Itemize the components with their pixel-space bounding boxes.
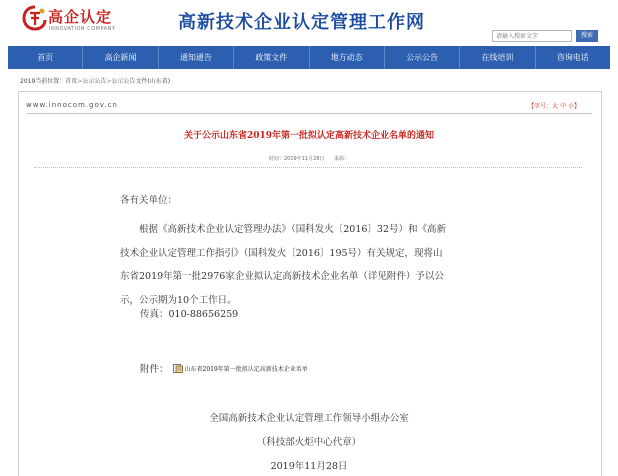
main-nav [8, 46, 610, 69]
attachment-link[interactable]: 山东省2019年第一批拟认定高新技术企业名单 [184, 365, 308, 373]
article-greeting: 各有关单位： [120, 195, 178, 206]
nav-item-announcements[interactable]: 公示公告 [385, 46, 460, 69]
document-icon [173, 364, 183, 373]
attachment-label: 附件： [140, 364, 169, 375]
font-size-control[interactable]: 【字号：大 中 小】 [528, 103, 580, 110]
paragraph-line: 技术企业认定管理工作指引》（国科发火〔2016〕195号）有关规定，现将山 [120, 247, 443, 259]
nav-item-home[interactable]: 首页 [8, 46, 83, 69]
nav-item-training[interactable]: 在线培训 [460, 46, 535, 69]
breadcrumb-prefix: 2019当前位置： [20, 78, 66, 85]
nav-item-contact[interactable]: 咨询电话 [556, 53, 589, 62]
signature-date: 2019年11月28日 [270, 461, 348, 472]
article-paragraph [120, 218, 500, 312]
nav-item-policy[interactable]: 政策文件 [234, 46, 309, 69]
search-input[interactable] [492, 30, 572, 42]
logo-text: 高企认定 [48, 8, 113, 26]
nav-item-notices[interactable]: 通知通告 [159, 46, 234, 69]
paragraph-line: 根据《高新技术企业认定管理办法》（国科发火〔2016〕32号）和《高新 [139, 224, 447, 235]
breadcrumb-item-home[interactable]: 首页 [65, 78, 78, 85]
paragraph-line: 东省2019年第一批2976家企业拟认定高新技术企业名单（详见附件）予以公 [120, 271, 444, 282]
attachment-row [140, 361, 308, 375]
article-source: 来源： [334, 156, 350, 162]
article-fax: 传真：010-88656259 [140, 309, 239, 320]
paragraph-line: 示，公示期为10个工作日。 [120, 294, 237, 306]
divider [34, 167, 582, 168]
article-date: 时间：2019年11月28日 [268, 156, 325, 162]
breadcrumb-item-current[interactable]: 公示公告文件(山东省) [111, 78, 171, 85]
breadcrumb-item-announcements[interactable]: 公示公告 [82, 78, 107, 85]
nav-item-news[interactable]: 高企新闻 [83, 46, 158, 69]
site-url: www.innocom.gov.cn [26, 101, 118, 109]
breadcrumb-separator: > [106, 78, 112, 85]
divider [26, 113, 592, 114]
breadcrumb [20, 76, 170, 85]
breadcrumb-separator: > [77, 78, 83, 85]
signature-org: 全国高新技术企业认定管理工作领导小组办公室 [209, 413, 409, 424]
article-title: 关于公示山东省2019年第一批拟认定高新技术企业名单的通知 [183, 131, 435, 141]
logo-emblem-icon [22, 5, 48, 31]
logo-subtext: INNOVATION COMPANY [49, 26, 116, 32]
site-header [0, 0, 618, 44]
site-logo[interactable] [22, 5, 142, 39]
site-title: 高新技术企业认定管理工作网 [178, 12, 425, 33]
article-meta [0, 155, 618, 162]
nav-item-local[interactable]: 地方动态 [310, 46, 385, 69]
search-button[interactable]: 搜索 [576, 30, 598, 42]
signature-seal: （科技部火炬中心代章） [256, 437, 362, 448]
